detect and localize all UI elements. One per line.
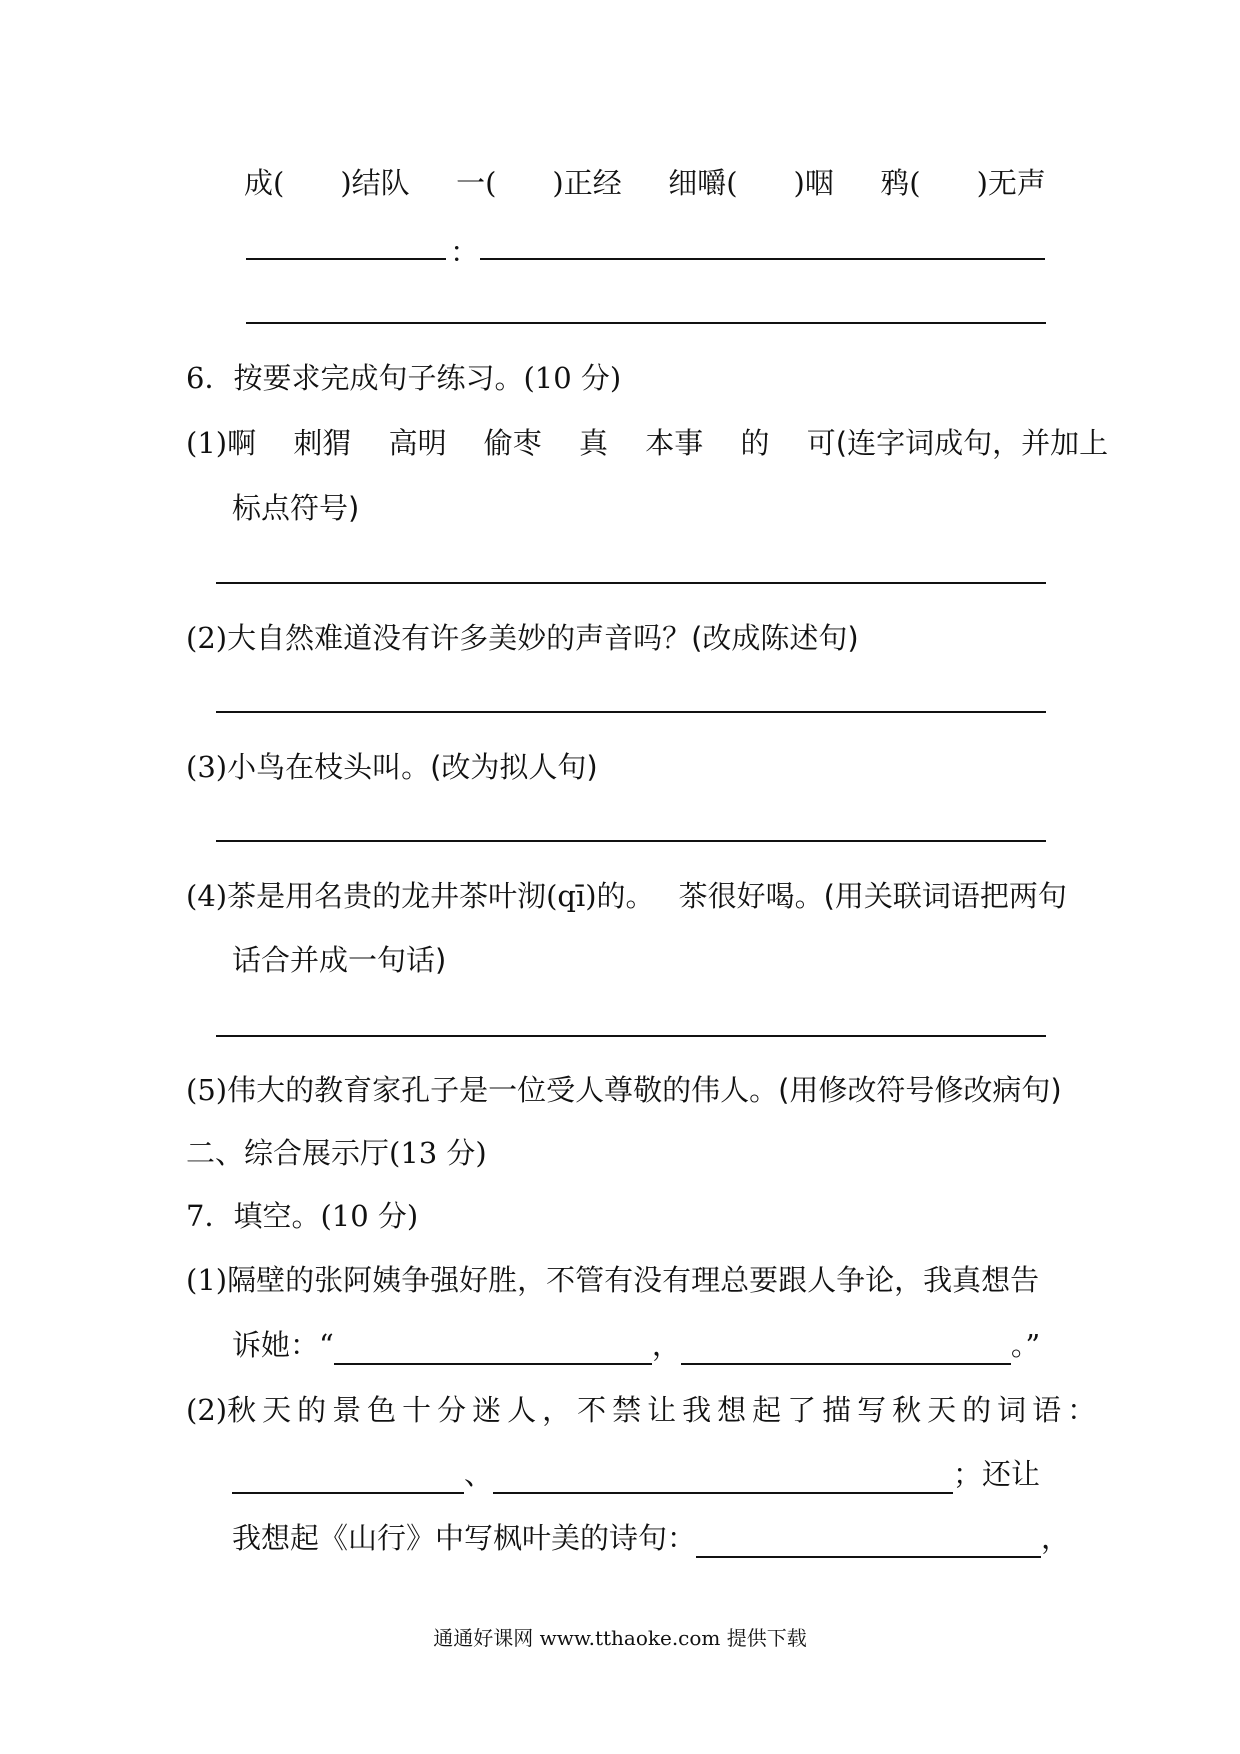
q6-3-text: 小鸟在枝头叫。 (227, 750, 431, 784)
q7-2-fill-line (232, 1454, 1040, 1494)
footer-credit: 通通好课网 www.tthaoke.com 提供下载 (433, 1626, 807, 1650)
idiom-2-before: 一( (456, 166, 497, 200)
q6-1-prefix: (1) (186, 426, 228, 460)
answer-blank-idiom-sentence-1[interactable] (480, 258, 1045, 260)
q7-2-line (186, 1390, 1102, 1430)
idiom-4-before: 鸦( (880, 166, 921, 200)
answer-blank-q7-2c[interactable] (696, 1526, 1041, 1558)
idiom-colon: ： (450, 235, 480, 269)
q7-1-text: 隔壁的张阿姨争强好胜，不管有没有理总要跟人争论，我真想告 (227, 1263, 1040, 1297)
word-7: 的 (740, 426, 770, 460)
q6-2-text: 大自然难道没有许多美妙的声音吗？ (227, 621, 692, 655)
idiom-4-after: )无声 (976, 166, 1046, 200)
idiom-3-before: 细嚼( (668, 166, 738, 200)
q7-1-line (186, 1260, 1039, 1300)
q7-1-prefix: (1) (186, 1263, 228, 1297)
idiom-3-after: )咽 (793, 166, 834, 200)
q6-4-text-a: 茶是用名贵的龙井茶叶沏(qī)的。 (227, 879, 655, 913)
word-4: 偷枣 (483, 426, 542, 460)
answer-blank-idiom-sentence-2[interactable] (246, 322, 1046, 324)
q6-5-instruction: (用修改符号修改病句) (778, 1073, 1062, 1107)
q7-2-semi-end: ；还让 (953, 1457, 1041, 1491)
answer-blank-q6-1[interactable] (216, 582, 1046, 584)
idiom-1-after: )结队 (340, 166, 410, 200)
answer-blank-q7-2b[interactable] (493, 1462, 953, 1494)
q6-2-instruction: (改成陈述句) (691, 621, 859, 655)
answer-blank-q7-1b[interactable] (681, 1333, 1011, 1365)
word-6: 本事 (645, 426, 704, 460)
answer-blank-q7-2a[interactable] (232, 1462, 464, 1494)
q6-2-line (186, 618, 859, 658)
word-2: 刺猬 (293, 426, 352, 460)
q6-1-instruction: (连字词成句，并加上 (835, 426, 1109, 460)
answer-blank-q6-2[interactable] (216, 711, 1046, 713)
q6-3-prefix: (3) (186, 750, 228, 784)
question-7-title: 7．填空。(10 分) (186, 1199, 419, 1233)
q6-5-prefix: (5) (186, 1073, 228, 1107)
q6-5-text: 伟大的教育家孔子是一位受人尊敬的伟人。 (227, 1073, 779, 1107)
q7-2-prefix: (2) (186, 1393, 228, 1427)
idiom-row (244, 163, 1046, 203)
answer-blank-q6-3[interactable] (216, 840, 1046, 842)
q6-1-instruction-end: 标点符号) (232, 491, 360, 525)
q7-1-comma: ， (651, 1328, 681, 1362)
q6-4-text-b: 茶很好喝。 (678, 879, 824, 913)
q6-5-line (186, 1070, 1062, 1110)
word-1: 啊 (227, 426, 257, 460)
q6-3-line (186, 747, 598, 787)
word-8: 可 (806, 426, 836, 460)
q7-2-comma: ， (1041, 1521, 1071, 1555)
q6-4-instruction-end: 话合并成一句话) (232, 943, 447, 977)
answer-blank-idiom-choice[interactable] (246, 258, 446, 260)
q7-2-text: 秋天的景色十分迷人，不禁让我想起了描写秋天的词语： (227, 1393, 1103, 1427)
q6-2-prefix: (2) (186, 621, 228, 655)
q6-3-instruction: (改为拟人句) (430, 750, 598, 784)
q6-1-line (186, 423, 1108, 463)
q7-1-text2: 诉她：“ (232, 1328, 334, 1362)
q7-2-poem-line (232, 1518, 1070, 1558)
q6-4-instruction: (用关联词语把两句 (823, 879, 1067, 913)
idiom-2-after: )正经 (552, 166, 622, 200)
section-2-title: 二、综合展示厅(13 分) (186, 1136, 487, 1170)
word-5: 真 (579, 426, 609, 460)
idiom-1-before: 成( (244, 166, 285, 200)
question-6-title: 6．按要求完成句子练习。(10 分) (186, 361, 622, 395)
q6-4-prefix: (4) (186, 879, 228, 913)
q7-2-dun: 、 (464, 1457, 494, 1491)
answer-blank-q6-4[interactable] (216, 1035, 1046, 1037)
word-3: 高明 (388, 426, 447, 460)
q7-2-text3: 我想起《山行》中写枫叶美的诗句： (232, 1521, 697, 1555)
answer-blank-q7-1a[interactable] (334, 1333, 652, 1365)
q6-4-line (186, 876, 1067, 916)
q7-1-end: 。” (1010, 1328, 1041, 1362)
q7-1-fill-line (232, 1325, 1040, 1365)
